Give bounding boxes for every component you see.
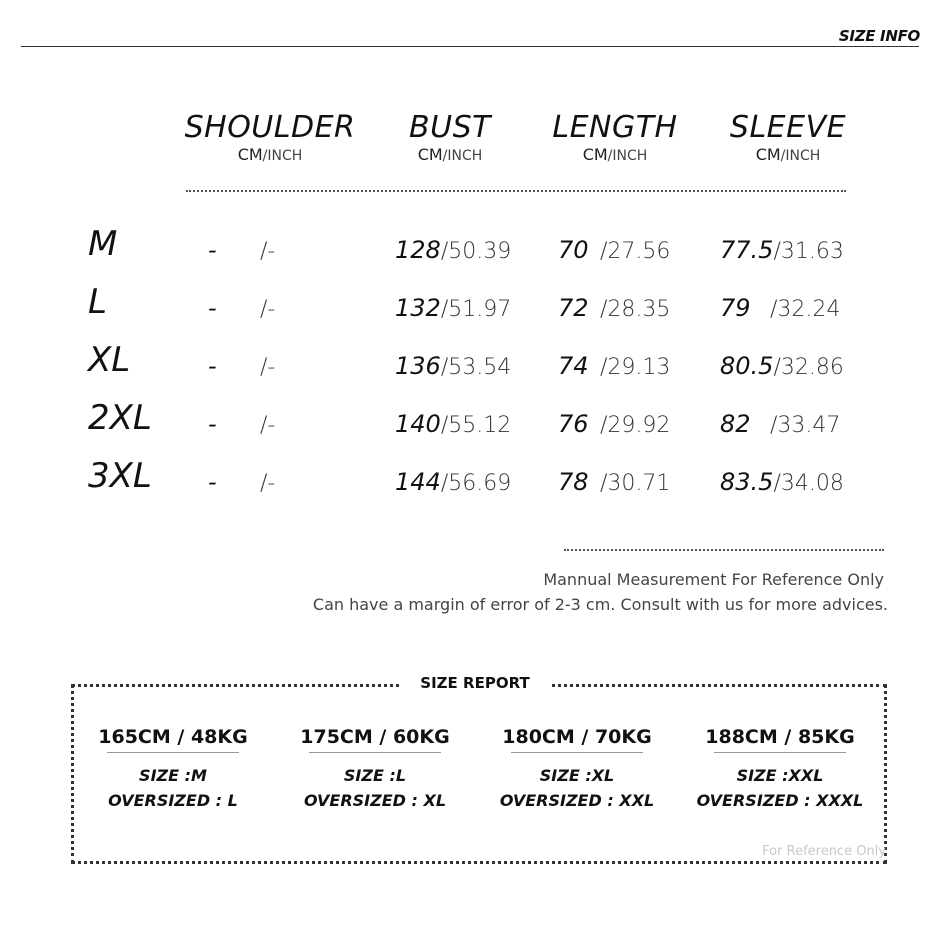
table-row (0, 458, 950, 502)
column-unit (540, 145, 690, 164)
size-report-entry (685, 726, 875, 813)
column-unit (380, 145, 520, 164)
header-divider (21, 46, 919, 47)
table-row (0, 226, 950, 270)
bust-value: 128/50.39 (395, 236, 512, 264)
recommended-size: SIZE :M (139, 766, 207, 785)
shoulder-inch: /- (260, 355, 276, 380)
height-weight: 180CM / 70KG (502, 726, 652, 748)
size-label: 3XL (88, 456, 152, 496)
shoulder-inch: /- (260, 471, 276, 496)
column-header-shoulder (180, 110, 360, 164)
header-dotted-divider (186, 190, 846, 192)
sleeve-value: 82 (720, 410, 751, 438)
measurement-note: Mannual Measurement For Reference Only (543, 570, 884, 589)
shoulder-value: - (208, 352, 217, 380)
column-name: BUST (409, 110, 491, 145)
size-report-entry (78, 726, 268, 813)
unit-inch: /INCH (607, 148, 648, 164)
length-value: 78 (558, 468, 589, 496)
size-label: L (88, 282, 107, 322)
oversized-size: OVERSIZED : XL (303, 791, 447, 810)
entry-divider (107, 752, 239, 753)
reference-note: For Reference Only (762, 844, 886, 859)
oversized-size: OVERSIZED : L (108, 791, 238, 810)
unit-cm: CM (582, 145, 608, 164)
shoulder-inch: /- (260, 239, 276, 264)
shoulder-value: - (208, 410, 217, 438)
size-report-entry (280, 726, 470, 813)
recommended-size: SIZE :XL (539, 766, 615, 785)
length-value: 76 (558, 410, 589, 438)
length-value: 74 (558, 352, 589, 380)
sleeve-value: 77.5/31.63 (720, 236, 844, 264)
length-inch: /29.13 (600, 355, 671, 380)
entry-divider (309, 752, 441, 753)
sleeve-value: 79 (720, 294, 751, 322)
shoulder-inch: /- (260, 297, 276, 322)
sleeve-value: 83.5/34.08 (720, 468, 844, 496)
column-name: SHOULDER (184, 110, 356, 145)
sleeve-value: 80.5/32.86 (720, 352, 844, 380)
recommended-size: SIZE :XXL (736, 766, 824, 785)
column-header-bust (380, 110, 520, 164)
height-weight: 165CM / 48KG (98, 726, 248, 748)
length-value: 70 (558, 236, 589, 264)
unit-cm: CM (755, 145, 781, 164)
page-title: SIZE INFO (838, 27, 920, 45)
height-weight: 175CM / 60KG (300, 726, 450, 748)
unit-inch: /INCH (442, 148, 483, 164)
size-report-title: SIZE REPORT (400, 674, 550, 692)
oversized-size: OVERSIZED : XXXL (696, 791, 864, 810)
length-inch: /30.71 (600, 471, 671, 496)
shoulder-value: - (208, 468, 217, 496)
size-report-entry (482, 726, 672, 813)
recommended-size: SIZE :L (343, 766, 407, 785)
margin-note: Can have a margin of error of 2-3 cm. Consult with us for more advices. (312, 595, 888, 614)
length-inch: /29.92 (600, 413, 671, 438)
table-row (0, 400, 950, 444)
bust-value: 144/56.69 (395, 468, 512, 496)
column-unit (718, 145, 858, 164)
column-header-length (540, 110, 690, 164)
size-label: 2XL (88, 398, 152, 438)
table-row (0, 342, 950, 386)
unit-inch: /INCH (780, 148, 821, 164)
entry-divider (511, 752, 643, 753)
unit-cm: CM (237, 145, 263, 164)
column-unit (180, 145, 360, 164)
length-value: 72 (558, 294, 589, 322)
table-row (0, 284, 950, 328)
shoulder-value: - (208, 294, 217, 322)
size-label: XL (88, 340, 131, 380)
bust-value: 132/51.97 (395, 294, 512, 322)
shoulder-inch: /- (260, 413, 276, 438)
size-label: M (88, 224, 118, 264)
length-inch: /28.35 (600, 297, 671, 322)
height-weight: 188CM / 85KG (705, 726, 855, 748)
bust-value: 136/53.54 (395, 352, 512, 380)
column-name: SLEEVE (729, 110, 847, 145)
shoulder-value: - (208, 236, 217, 264)
column-name: LENGTH (552, 110, 678, 145)
bust-value: 140/55.12 (395, 410, 512, 438)
notes-dotted-divider (564, 549, 884, 551)
sleeve-inch: /33.47 (770, 413, 841, 438)
sleeve-inch: /32.24 (770, 297, 841, 322)
oversized-size: OVERSIZED : XXL (499, 791, 655, 810)
entry-divider (714, 752, 846, 753)
length-inch: /27.56 (600, 239, 671, 264)
unit-inch: /INCH (262, 148, 303, 164)
column-header-sleeve (718, 110, 858, 164)
unit-cm: CM (417, 145, 443, 164)
